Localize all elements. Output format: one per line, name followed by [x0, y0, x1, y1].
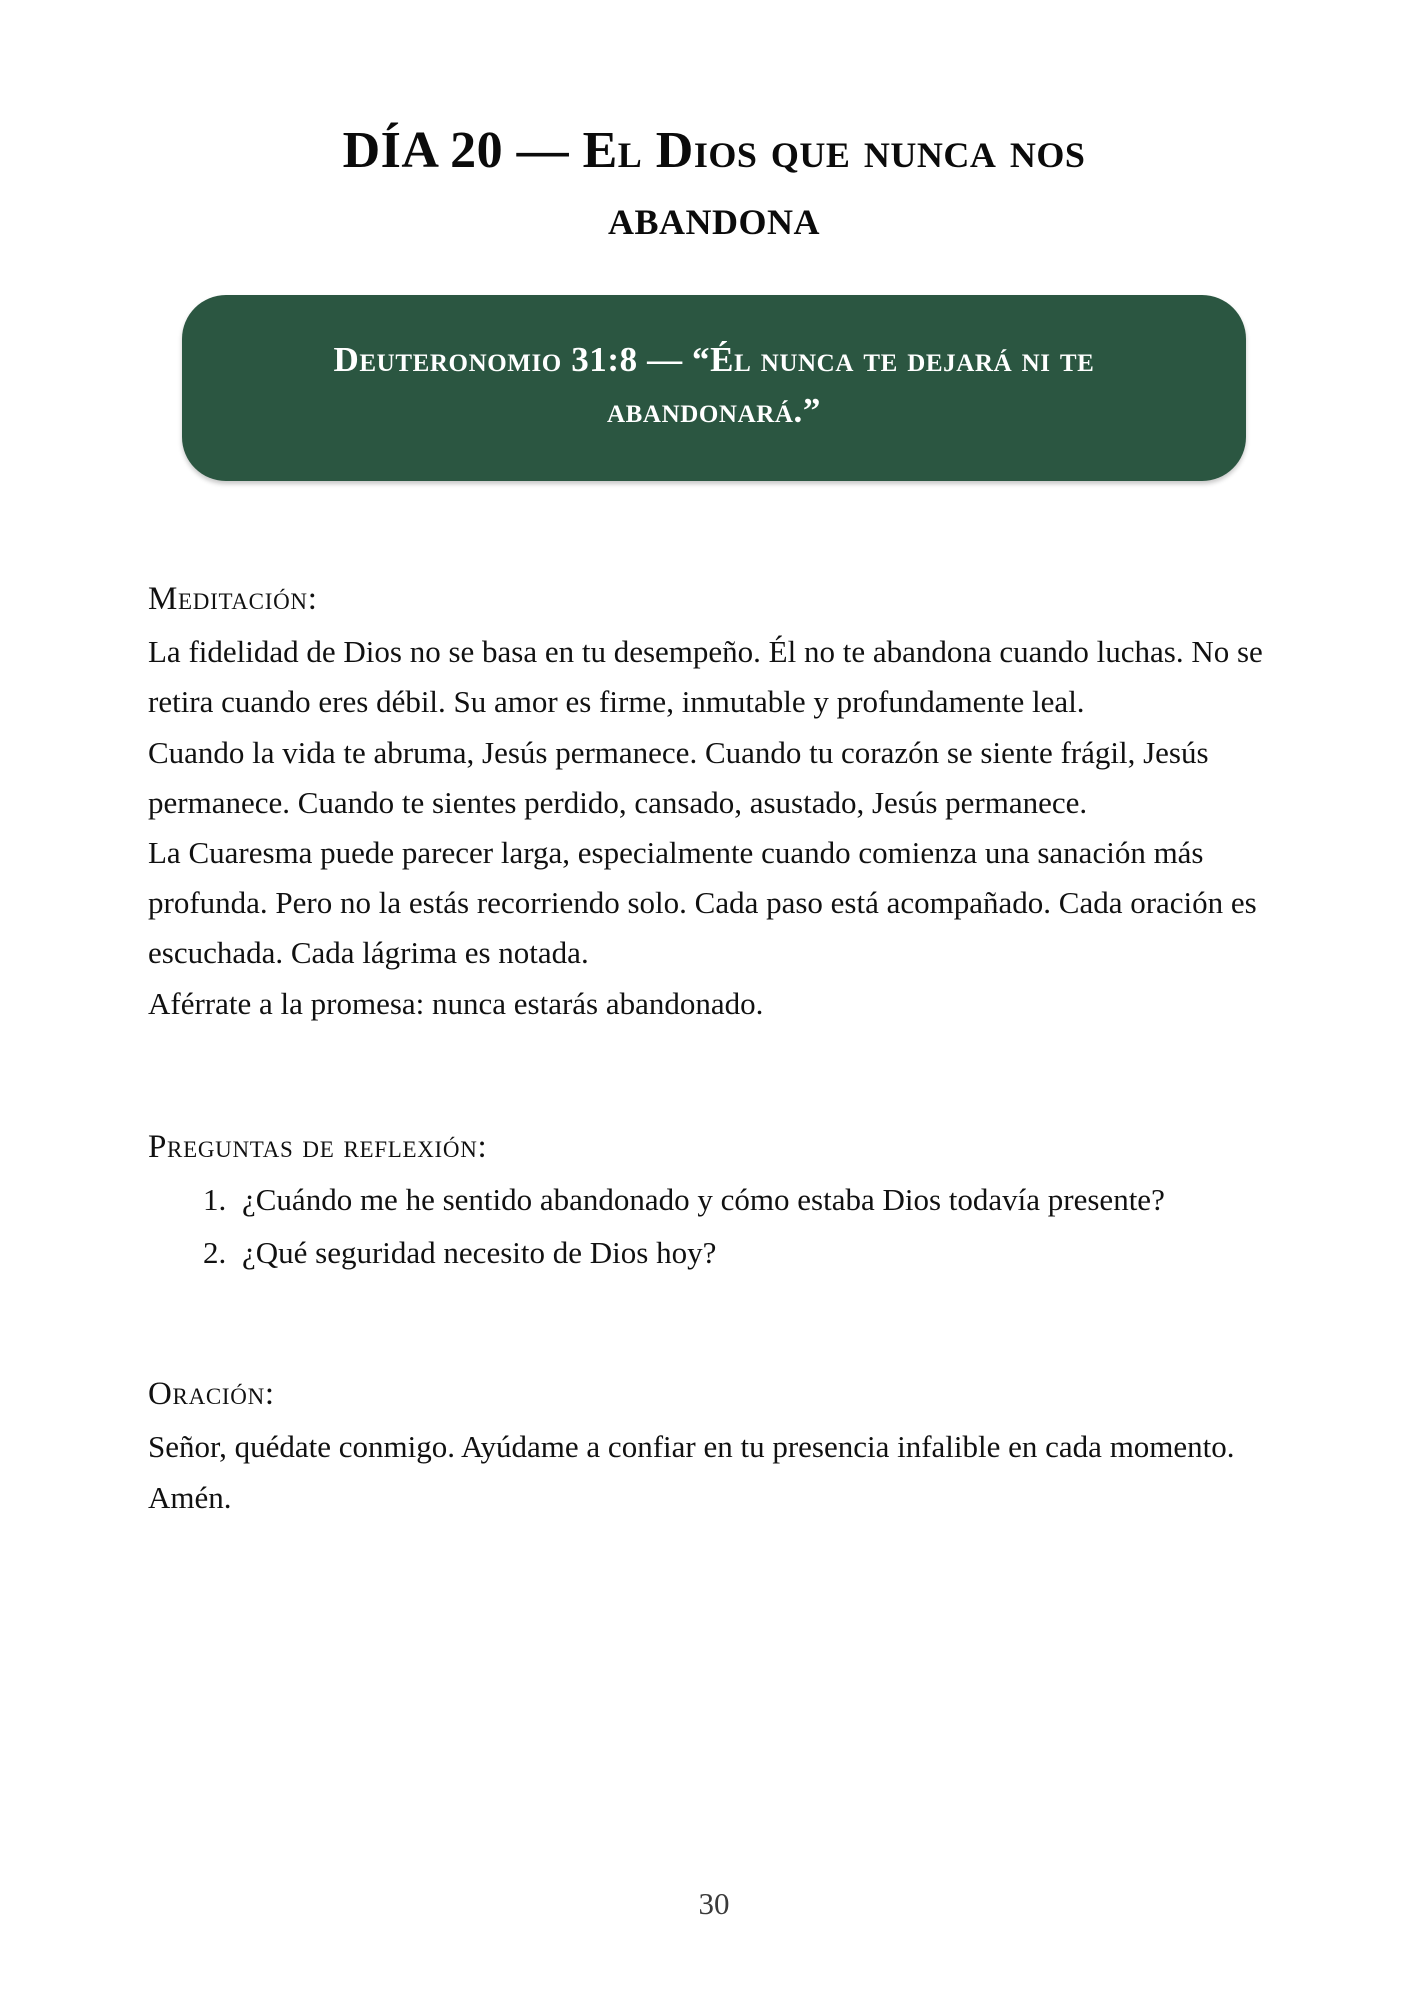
section-spacer	[148, 1280, 1280, 1372]
section-spacer	[148, 1029, 1280, 1125]
meditation-paragraph: Aférrate a la promesa: nunca estarás abandonado.	[148, 985, 764, 1021]
meditation-heading: Meditación:	[148, 580, 318, 617]
page-footer	[0, 1886, 1428, 1922]
meditation-paragraph: Cuando la vida te abruma, Jesús permanece. Cuando tu corazón se siente frágil, Jesús permanece. Cuando te sientes perdido, cansado, asustado, Jesús permanece.	[148, 734, 1209, 820]
prayer-paragraph: Señor, quédate conmigo. Ayúdame a confiar en tu presencia infalible en cada momento. Amén.	[148, 1429, 1235, 1515]
meditation-paragraph: La Cuaresma puede parecer larga, especialmente cuando comienza una sanación más profunda. Pero no la estás recorriendo solo. Cada paso está acompañado. Cada oración es escuchada. Cada lágrima es notada.	[148, 835, 1257, 971]
reflection-section	[148, 1125, 1280, 1278]
page-title: DÍA 20 — El Dios que nunca nos abandona	[342, 122, 1086, 246]
meditation-paragraph: La fidelidad de Dios no se basa en tu desempeño. Él no te abandona cuando luchas. No se retira cuando eres débil. Su amor es firme, inmutable y profundamente leal.	[148, 634, 1263, 720]
prayer-section	[148, 1372, 1280, 1523]
list-item: 1. ¿Cuándo me he sentido abandonado y cómo estaba Dios todavía presente?	[234, 1175, 1280, 1225]
content-area	[0, 481, 1428, 1523]
list-item: 2. ¿Qué seguridad necesito de Dios hoy?	[234, 1228, 1280, 1278]
reflection-heading: Preguntas de reflexión:	[148, 1128, 488, 1165]
page-number: 30	[698, 1886, 730, 1921]
title-block	[0, 0, 1428, 251]
scripture-banner	[182, 295, 1246, 481]
prayer-heading: Oración:	[148, 1375, 275, 1412]
reflection-question-list	[148, 1175, 1280, 1277]
scripture-verse-text: Deuteronomio 31:8 — “Él nunca te dejará ni te abandonará.”	[333, 340, 1095, 430]
meditation-section	[148, 577, 1280, 1029]
